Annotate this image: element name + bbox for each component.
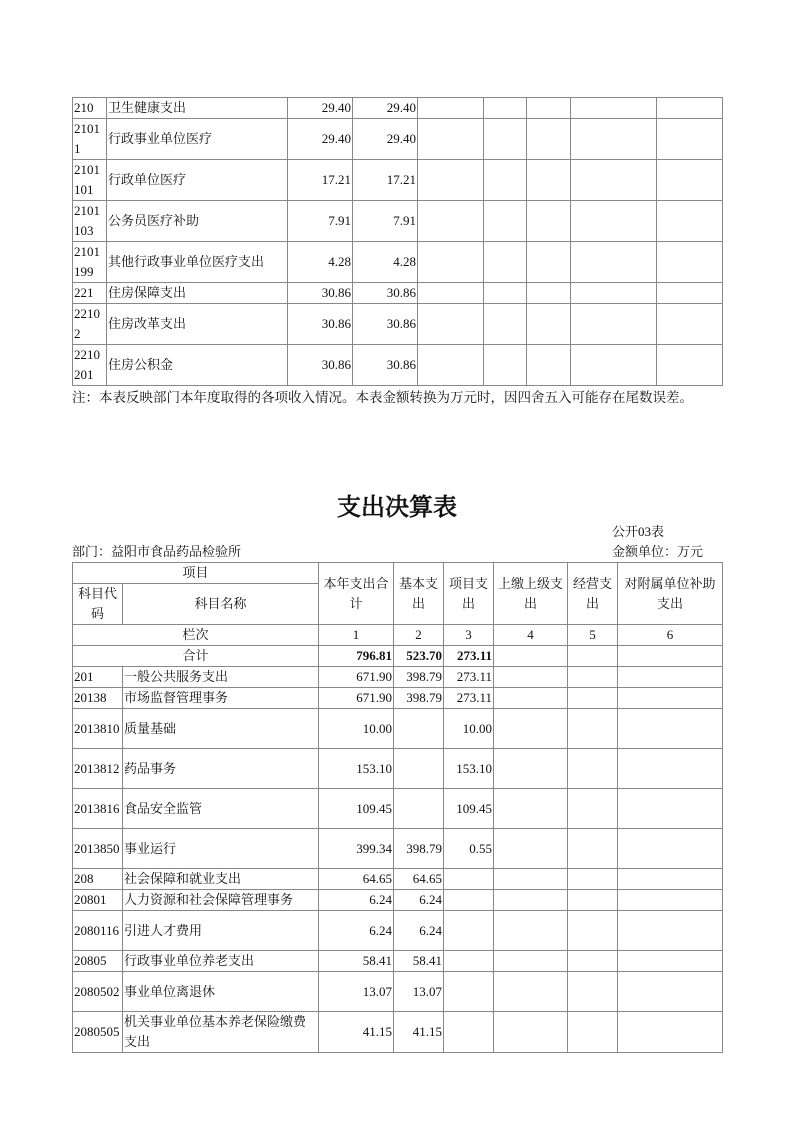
value-cell: [618, 869, 723, 890]
table-meta: [72, 522, 722, 562]
header-item: 项目: [73, 563, 319, 584]
value-cell: [444, 890, 494, 911]
value-cell: [618, 688, 723, 709]
table-row: [73, 890, 723, 911]
value-cell: 7.91: [288, 201, 353, 242]
total-value: 273.11: [444, 646, 494, 667]
value-cell: 399.34: [319, 829, 394, 869]
value-cell: [494, 829, 568, 869]
name-cell: 住房公积金: [107, 345, 288, 386]
value-cell: [657, 242, 723, 283]
value-cell: [418, 119, 484, 160]
code-cell: 2080116: [73, 911, 123, 951]
code-cell: 20805: [73, 951, 123, 972]
value-cell: 64.65: [319, 869, 394, 890]
value-cell: [618, 667, 723, 688]
value-cell: [527, 283, 571, 304]
meta-right: [612, 522, 722, 562]
code-cell: 2013850: [73, 829, 123, 869]
value-cell: [568, 951, 618, 972]
value-cell: [494, 789, 568, 829]
table-row: [73, 242, 723, 283]
value-cell: 30.86: [288, 283, 353, 304]
name-cell: 机关事业单位基本养老保险缴费支出: [123, 1012, 319, 1053]
value-cell: [568, 869, 618, 890]
code-cell: 20801: [73, 890, 123, 911]
value-cell: [618, 789, 723, 829]
value-cell: 30.86: [288, 304, 353, 345]
code-cell: 2013816: [73, 789, 123, 829]
value-cell: 153.10: [444, 749, 494, 789]
table-row: [73, 972, 723, 1012]
value-cell: 6.24: [319, 890, 394, 911]
value-cell: [394, 749, 444, 789]
value-cell: [568, 789, 618, 829]
value-cell: 398.79: [394, 829, 444, 869]
name-cell: 住房改革支出: [107, 304, 288, 345]
table-row: [73, 1012, 723, 1053]
value-cell: [527, 304, 571, 345]
value-cell: [494, 972, 568, 1012]
name-cell: 行政事业单位医疗: [107, 119, 288, 160]
value-cell: [418, 160, 484, 201]
code-cell: 22102: [73, 304, 107, 345]
name-cell: 引进人才费用: [123, 911, 319, 951]
value-cell: [571, 98, 657, 119]
value-cell: 671.90: [319, 667, 394, 688]
value-cell: [527, 242, 571, 283]
value-cell: [568, 667, 618, 688]
value-cell: [418, 201, 484, 242]
value-cell: 30.86: [288, 345, 353, 386]
total-value: [568, 646, 618, 667]
value-cell: 0.55: [444, 829, 494, 869]
value-cell: 273.11: [444, 667, 494, 688]
col-index-cell: 6: [618, 625, 723, 646]
col-index-cell: 1: [319, 625, 394, 646]
value-cell: [444, 911, 494, 951]
value-cell: [394, 789, 444, 829]
total-value: [494, 646, 568, 667]
value-cell: [618, 972, 723, 1012]
value-cell: 13.07: [319, 972, 394, 1012]
page-title: 支出决算表: [337, 493, 457, 521]
value-cell: [484, 119, 527, 160]
col-index-cell: 4: [494, 625, 568, 646]
code-cell: 221: [73, 283, 107, 304]
value-cell: [568, 1012, 618, 1053]
name-cell: 事业单位离退休: [123, 972, 319, 1012]
header-col: 经营支出: [568, 563, 618, 625]
value-cell: [494, 869, 568, 890]
table-row: [73, 667, 723, 688]
value-cell: 13.07: [394, 972, 444, 1012]
col-index-cell: 3: [444, 625, 494, 646]
name-cell: 事业运行: [123, 829, 319, 869]
value-cell: [484, 283, 527, 304]
name-cell: 卫生健康支出: [107, 98, 288, 119]
code-cell: 2013810: [73, 709, 123, 749]
value-cell: [484, 160, 527, 201]
table-row: [73, 911, 723, 951]
value-cell: [494, 688, 568, 709]
name-cell: 市场监督管理事务: [123, 688, 319, 709]
table-row: [73, 749, 723, 789]
value-cell: [618, 951, 723, 972]
table-row: [73, 160, 723, 201]
value-cell: [494, 911, 568, 951]
value-cell: 671.90: [319, 688, 394, 709]
name-cell: 住房保障支出: [107, 283, 288, 304]
name-cell: 行政单位医疗: [107, 160, 288, 201]
value-cell: [568, 688, 618, 709]
value-cell: [484, 98, 527, 119]
value-cell: [418, 304, 484, 345]
value-cell: 30.86: [353, 304, 418, 345]
code-cell: 2080505: [73, 1012, 123, 1053]
name-cell: 社会保障和就业支出: [123, 869, 319, 890]
table-row: [73, 304, 723, 345]
value-cell: 10.00: [319, 709, 394, 749]
value-cell: 4.28: [353, 242, 418, 283]
value-cell: 6.24: [394, 911, 444, 951]
value-cell: 58.41: [319, 951, 394, 972]
value-cell: [484, 242, 527, 283]
value-cell: 4.28: [288, 242, 353, 283]
value-cell: [568, 709, 618, 749]
value-cell: [568, 972, 618, 1012]
value-cell: [568, 749, 618, 789]
col-index-label: 栏次: [73, 625, 319, 646]
header-col: 本年支出合计: [319, 563, 394, 625]
value-cell: [484, 345, 527, 386]
value-cell: 41.15: [319, 1012, 394, 1053]
value-cell: 41.15: [394, 1012, 444, 1053]
name-cell: 其他行政事业单位医疗支出: [107, 242, 288, 283]
expenditure-table: [72, 562, 723, 1053]
value-cell: [494, 667, 568, 688]
col-index-cell: 5: [568, 625, 618, 646]
value-cell: [657, 201, 723, 242]
value-cell: 29.40: [353, 119, 418, 160]
value-cell: [444, 951, 494, 972]
value-cell: [418, 98, 484, 119]
value-cell: [568, 890, 618, 911]
value-cell: [571, 283, 657, 304]
value-cell: [618, 911, 723, 951]
value-cell: 273.11: [444, 688, 494, 709]
value-cell: [618, 890, 723, 911]
header-code: 科目代码: [73, 584, 123, 625]
value-cell: [568, 829, 618, 869]
department-label: 部门：益阳市食品药品检验所: [72, 544, 242, 559]
value-cell: [527, 119, 571, 160]
value-cell: 6.24: [319, 911, 394, 951]
name-cell: 人力资源和社会保障管理事务: [123, 890, 319, 911]
value-cell: 7.91: [353, 201, 418, 242]
value-cell: [657, 98, 723, 119]
code-cell: 210: [73, 98, 107, 119]
header-col: 对附属单位补助支出: [618, 563, 723, 625]
value-cell: [527, 201, 571, 242]
value-cell: [657, 345, 723, 386]
table-row: [73, 951, 723, 972]
name-cell: 公务员医疗补助: [107, 201, 288, 242]
code-cell: 2101199: [73, 242, 107, 283]
value-cell: [418, 345, 484, 386]
value-cell: [657, 283, 723, 304]
value-cell: [618, 1012, 723, 1053]
header-col: 上缴上级支出: [494, 563, 568, 625]
value-cell: [618, 709, 723, 749]
value-cell: 58.41: [394, 951, 444, 972]
code-cell: 2101101: [73, 160, 107, 201]
value-cell: [571, 304, 657, 345]
code-cell: 208: [73, 869, 123, 890]
value-cell: 109.45: [319, 789, 394, 829]
value-cell: 398.79: [394, 688, 444, 709]
value-cell: [494, 890, 568, 911]
value-cell: [657, 304, 723, 345]
value-cell: [444, 869, 494, 890]
value-cell: [418, 242, 484, 283]
table-row: [73, 709, 723, 749]
value-cell: [568, 911, 618, 951]
table-row: [73, 829, 723, 869]
code-cell: 2210201: [73, 345, 107, 386]
code-cell: 2080502: [73, 972, 123, 1012]
value-cell: 6.24: [394, 890, 444, 911]
name-cell: 药品事务: [123, 749, 319, 789]
value-cell: [494, 1012, 568, 1053]
name-cell: 食品安全监管: [123, 789, 319, 829]
value-cell: [527, 160, 571, 201]
value-cell: [494, 749, 568, 789]
col-index-cell: 2: [394, 625, 444, 646]
value-cell: 17.21: [353, 160, 418, 201]
value-cell: 10.00: [444, 709, 494, 749]
total-label: 合计: [73, 646, 319, 667]
form-number: 公开03表: [612, 524, 665, 539]
table-note: 注：本表反映部门本年度取得的各项收入情况。本表金额转换为万元时，因四舍五入可能存在尾数误差。: [72, 390, 693, 405]
name-cell: 质量基础: [123, 709, 319, 749]
value-cell: 398.79: [394, 667, 444, 688]
value-cell: [494, 709, 568, 749]
table-row: [73, 98, 723, 119]
code-cell: 20138: [73, 688, 123, 709]
table-row: [73, 119, 723, 160]
value-cell: [618, 829, 723, 869]
code-cell: 201: [73, 667, 123, 688]
table-row: [73, 345, 723, 386]
table-row: [73, 201, 723, 242]
value-cell: 30.86: [353, 283, 418, 304]
name-cell: 一般公共服务支出: [123, 667, 319, 688]
value-cell: [394, 709, 444, 749]
value-cell: 17.21: [288, 160, 353, 201]
total-value: [618, 646, 723, 667]
value-cell: [571, 242, 657, 283]
code-cell: 2013812: [73, 749, 123, 789]
value-cell: [527, 345, 571, 386]
header-name: 科目名称: [123, 584, 319, 625]
value-cell: 153.10: [319, 749, 394, 789]
value-cell: [571, 119, 657, 160]
table-row: [73, 283, 723, 304]
total-value: 796.81: [319, 646, 394, 667]
value-cell: 29.40: [353, 98, 418, 119]
value-cell: [571, 160, 657, 201]
value-cell: [657, 160, 723, 201]
table-row: [73, 869, 723, 890]
value-cell: [657, 119, 723, 160]
value-cell: 29.40: [288, 98, 353, 119]
code-cell: 2101103: [73, 201, 107, 242]
value-cell: 64.65: [394, 869, 444, 890]
amount-unit: 金额单位：万元: [612, 544, 704, 559]
value-cell: [494, 951, 568, 972]
code-cell: 21011: [73, 119, 107, 160]
value-cell: [484, 201, 527, 242]
name-cell: 行政事业单位养老支出: [123, 951, 319, 972]
value-cell: 29.40: [288, 119, 353, 160]
total-value: 523.70: [394, 646, 444, 667]
value-cell: 30.86: [353, 345, 418, 386]
table-row: [73, 789, 723, 829]
income-table-continued: [72, 97, 723, 386]
value-cell: [484, 304, 527, 345]
value-cell: 109.45: [444, 789, 494, 829]
value-cell: [418, 283, 484, 304]
value-cell: [444, 1012, 494, 1053]
value-cell: [571, 201, 657, 242]
header-col: 项目支出: [444, 563, 494, 625]
value-cell: [618, 749, 723, 789]
value-cell: [571, 345, 657, 386]
header-col: 基本支出: [394, 563, 444, 625]
value-cell: [444, 972, 494, 1012]
value-cell: [527, 98, 571, 119]
table-row: [73, 688, 723, 709]
